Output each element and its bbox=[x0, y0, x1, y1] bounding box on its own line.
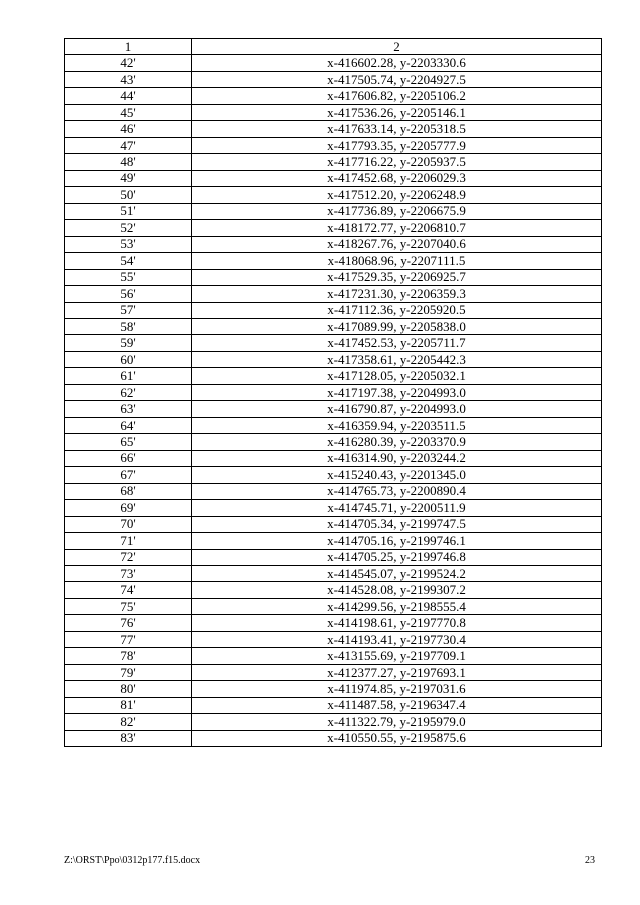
point-label-cell: 73' bbox=[65, 566, 192, 582]
point-label-cell: 78' bbox=[65, 648, 192, 664]
coordinate-cell: x-416314.90, y-2203244.2 bbox=[192, 450, 602, 466]
point-label-cell: 65' bbox=[65, 434, 192, 450]
coordinate-cell: x-417536.26, y-2205146.1 bbox=[192, 104, 602, 120]
column-header-point: 1 bbox=[65, 39, 192, 55]
table-row bbox=[65, 236, 602, 252]
coordinate-cell: x-416602.28, y-2203330.6 bbox=[192, 55, 602, 71]
point-label-cell: 47' bbox=[65, 137, 192, 153]
point-label-cell: 57' bbox=[65, 302, 192, 318]
table-row bbox=[65, 483, 602, 499]
table-row bbox=[65, 318, 602, 334]
coordinate-cell: x-418068.96, y-2207111.5 bbox=[192, 253, 602, 269]
point-label-cell: 72' bbox=[65, 549, 192, 565]
coordinate-cell: x-416280.39, y-2203370.9 bbox=[192, 434, 602, 450]
point-label-cell: 77' bbox=[65, 631, 192, 647]
coordinate-cell: x-417197.38, y-2204993.0 bbox=[192, 384, 602, 400]
point-label-cell: 63' bbox=[65, 401, 192, 417]
coordinate-cell: x-417089.99, y-2205838.0 bbox=[192, 318, 602, 334]
point-label-cell: 61' bbox=[65, 368, 192, 384]
point-label-cell: 53' bbox=[65, 236, 192, 252]
footer-page-number: 23 bbox=[585, 855, 595, 866]
table-row bbox=[65, 55, 602, 71]
table-row bbox=[65, 417, 602, 433]
coordinate-cell: x-414528.08, y-2199307.2 bbox=[192, 582, 602, 598]
coordinate-cell: x-411322.79, y-2195979.0 bbox=[192, 714, 602, 730]
point-label-cell: 62' bbox=[65, 384, 192, 400]
coordinate-cell: x-414745.71, y-2200511.9 bbox=[192, 500, 602, 516]
table-row bbox=[65, 467, 602, 483]
point-label-cell: 76' bbox=[65, 615, 192, 631]
point-label-cell: 75' bbox=[65, 598, 192, 614]
point-label-cell: 69' bbox=[65, 500, 192, 516]
table-row bbox=[65, 286, 602, 302]
coordinate-cell: x-411487.58, y-2196347.4 bbox=[192, 697, 602, 713]
point-label-cell: 55' bbox=[65, 269, 192, 285]
coordinate-cell: x-417633.14, y-2205318.5 bbox=[192, 121, 602, 137]
table-row bbox=[65, 401, 602, 417]
table-row bbox=[65, 631, 602, 647]
point-label-cell: 71' bbox=[65, 533, 192, 549]
table-row bbox=[65, 88, 602, 104]
table-row bbox=[65, 434, 602, 450]
table-row bbox=[65, 730, 602, 746]
coordinate-cell: x-414705.16, y-2199746.1 bbox=[192, 533, 602, 549]
coordinate-cell: x-417512.20, y-2206248.9 bbox=[192, 187, 602, 203]
table-row bbox=[65, 714, 602, 730]
table-row bbox=[65, 104, 602, 120]
coordinate-cell: x-417112.36, y-2205920.5 bbox=[192, 302, 602, 318]
table-row bbox=[65, 203, 602, 219]
table-row bbox=[65, 71, 602, 87]
point-label-cell: 54' bbox=[65, 253, 192, 269]
point-label-cell: 70' bbox=[65, 516, 192, 532]
table-row bbox=[65, 384, 602, 400]
table-row bbox=[65, 170, 602, 186]
table-row bbox=[65, 500, 602, 516]
coordinate-cell: x-416790.87, y-2204993.0 bbox=[192, 401, 602, 417]
table-row bbox=[65, 664, 602, 680]
table-row bbox=[65, 566, 602, 582]
point-label-cell: 80' bbox=[65, 681, 192, 697]
table-row bbox=[65, 697, 602, 713]
point-label-cell: 52' bbox=[65, 220, 192, 236]
coordinate-cell: x-417505.74, y-2204927.5 bbox=[192, 71, 602, 87]
coordinate-cell: x-414545.07, y-2199524.2 bbox=[192, 566, 602, 582]
coordinate-cell: x-412377.27, y-2197693.1 bbox=[192, 664, 602, 680]
point-label-cell: 51' bbox=[65, 203, 192, 219]
point-label-cell: 42' bbox=[65, 55, 192, 71]
table-row bbox=[65, 368, 602, 384]
point-label-cell: 45' bbox=[65, 104, 192, 120]
coordinate-cell: x-417128.05, y-2205032.1 bbox=[192, 368, 602, 384]
table-row bbox=[65, 121, 602, 137]
table-row bbox=[65, 302, 602, 318]
point-label-cell: 64' bbox=[65, 417, 192, 433]
table-row bbox=[65, 549, 602, 565]
coordinate-cell: x-414198.61, y-2197770.8 bbox=[192, 615, 602, 631]
table-row bbox=[65, 598, 602, 614]
table-row bbox=[65, 269, 602, 285]
table-row bbox=[65, 450, 602, 466]
point-label-cell: 83' bbox=[65, 730, 192, 746]
point-label-cell: 66' bbox=[65, 450, 192, 466]
coordinate-cell: x-410550.55, y-2195875.6 bbox=[192, 730, 602, 746]
point-label-cell: 49' bbox=[65, 170, 192, 186]
point-label-cell: 74' bbox=[65, 582, 192, 598]
coordinate-cell: x-411974.85, y-2197031.6 bbox=[192, 681, 602, 697]
footer-file-path: Z:\ORST\Ppo\0312p177.f15.docx bbox=[64, 855, 201, 866]
point-label-cell: 48' bbox=[65, 154, 192, 170]
coordinate-cell: x-414705.25, y-2199746.8 bbox=[192, 549, 602, 565]
point-label-cell: 46' bbox=[65, 121, 192, 137]
coordinate-cell: x-413155.69, y-2197709.1 bbox=[192, 648, 602, 664]
table-row bbox=[65, 253, 602, 269]
table-row bbox=[65, 516, 602, 532]
table-row bbox=[65, 648, 602, 664]
coordinate-cell: x-414705.34, y-2199747.5 bbox=[192, 516, 602, 532]
coordinate-cell: x-418172.77, y-2206810.7 bbox=[192, 220, 602, 236]
coordinate-cell: x-417452.68, y-2206029.3 bbox=[192, 170, 602, 186]
table-row bbox=[65, 137, 602, 153]
point-label-cell: 79' bbox=[65, 664, 192, 680]
point-label-cell: 44' bbox=[65, 88, 192, 104]
point-label-cell: 67' bbox=[65, 467, 192, 483]
coordinate-cell: x-414193.41, y-2197730.4 bbox=[192, 631, 602, 647]
point-label-cell: 59' bbox=[65, 335, 192, 351]
table-header-row bbox=[65, 39, 602, 55]
coordinate-cell: x-417793.35, y-2205777.9 bbox=[192, 137, 602, 153]
table-row bbox=[65, 582, 602, 598]
coordinate-cell: x-417736.89, y-2206675.9 bbox=[192, 203, 602, 219]
point-label-cell: 81' bbox=[65, 697, 192, 713]
table-row bbox=[65, 351, 602, 367]
coordinate-cell: x-416359.94, y-2203511.5 bbox=[192, 417, 602, 433]
coordinate-cell: x-417606.82, y-2205106.2 bbox=[192, 88, 602, 104]
table-row bbox=[65, 154, 602, 170]
coordinate-cell: x-415240.43, y-2201345.0 bbox=[192, 467, 602, 483]
coordinate-cell: x-417716.22, y-2205937.5 bbox=[192, 154, 602, 170]
table-body bbox=[65, 55, 602, 747]
coordinate-cell: x-418267.76, y-2207040.6 bbox=[192, 236, 602, 252]
table-row bbox=[65, 335, 602, 351]
coordinate-cell: x-417452.53, y-2205711.7 bbox=[192, 335, 602, 351]
coordinate-cell: x-417358.61, y-2205442.3 bbox=[192, 351, 602, 367]
table-row bbox=[65, 615, 602, 631]
point-label-cell: 50' bbox=[65, 187, 192, 203]
table-row bbox=[65, 220, 602, 236]
coordinate-cell: x-414299.56, y-2198555.4 bbox=[192, 598, 602, 614]
point-label-cell: 68' bbox=[65, 483, 192, 499]
point-label-cell: 58' bbox=[65, 318, 192, 334]
point-label-cell: 82' bbox=[65, 714, 192, 730]
table-row bbox=[65, 681, 602, 697]
point-label-cell: 60' bbox=[65, 351, 192, 367]
coordinate-cell: x-417529.35, y-2206925.7 bbox=[192, 269, 602, 285]
column-header-coordinates: 2 bbox=[192, 39, 602, 55]
point-label-cell: 56' bbox=[65, 286, 192, 302]
coordinate-cell: x-417231.30, y-2206359.3 bbox=[192, 286, 602, 302]
table-row bbox=[65, 187, 602, 203]
coordinate-cell: x-414765.73, y-2200890.4 bbox=[192, 483, 602, 499]
table-row bbox=[65, 533, 602, 549]
point-label-cell: 43' bbox=[65, 71, 192, 87]
coordinates-table bbox=[64, 38, 602, 747]
